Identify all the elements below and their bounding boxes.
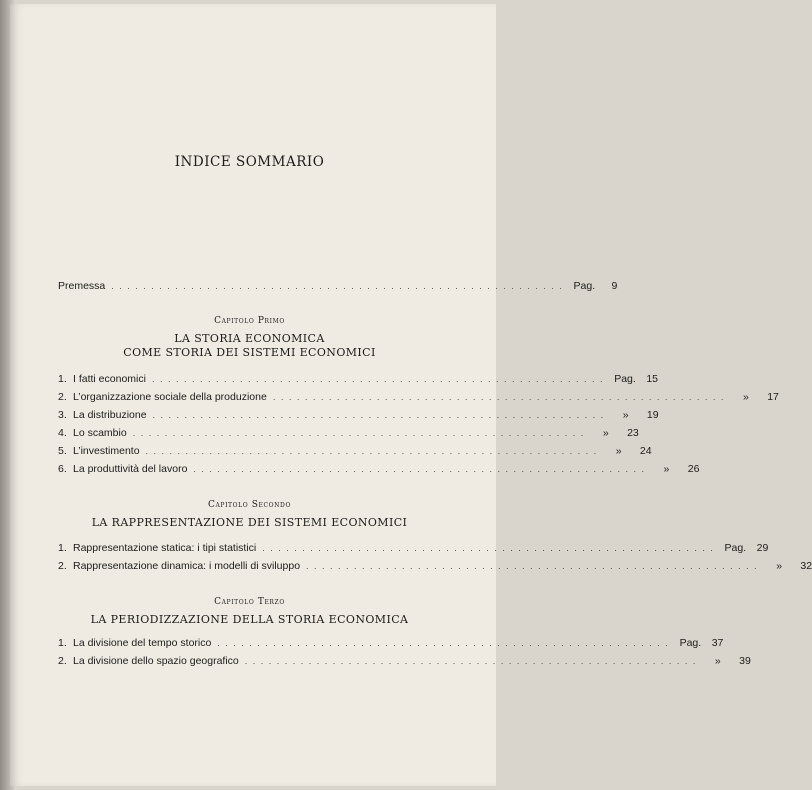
entry-number: 1. xyxy=(58,373,67,385)
toc-entry xyxy=(58,463,700,477)
toc-entry xyxy=(58,445,652,459)
entry-number: 3. xyxy=(58,409,67,421)
entry-number: 4. xyxy=(58,427,67,439)
page-number: 23 xyxy=(627,427,639,439)
toc-entry xyxy=(58,391,779,405)
page-number: 26 xyxy=(687,463,700,475)
page-prefix: Pag. xyxy=(614,373,636,385)
entry-number: 2. xyxy=(58,655,67,667)
page-prefix: » xyxy=(622,409,629,421)
dot-leader: . . . . . . . . . . . . . . . . . . . . . . . . . . . . . . . . . . . . . . . . . . . . . . . . . . . . . . . . . xyxy=(272,392,725,402)
dot-leader: . . . . . . . . . . . . . . . . . . . . . . . . . . . . . . . . . . . . . . . . . . . . . . . . . . . . . . . . . xyxy=(217,638,670,648)
dot-leader: . . . . . . . . . . . . . . . . . . . . . . . . . . . . . . . . . . . . . . . . . . . . . . . . . . . . . . . . . xyxy=(244,656,697,666)
toc-entry xyxy=(58,560,812,574)
page-prefix: » xyxy=(776,560,783,572)
page-prefix: Pag. xyxy=(724,542,747,554)
toc-entry xyxy=(58,637,724,651)
entry-text: I fatti economici xyxy=(73,373,146,385)
entry-text: La produttività del lavoro xyxy=(73,463,188,475)
page-number: 19 xyxy=(646,409,659,421)
toc-entry xyxy=(58,655,751,669)
page-number: 39 xyxy=(739,655,751,667)
page-number: 32 xyxy=(800,560,812,572)
dot-leader: . . . . . . . . . . . . . . . . . . . . . . . . . . . . . . . . . . . . . . . . . . . . . . . . . . . . . . . . . xyxy=(193,464,646,474)
entry-text: La distribuzione xyxy=(73,409,147,421)
page-number: 29 xyxy=(756,542,769,554)
toc-entry-premessa xyxy=(58,280,618,294)
page-number: 9 xyxy=(611,280,618,292)
dot-leader: . . . . . . . . . . . . . . . . . . . . . . . . . . . . . . . . . . . . . . . . . . . . . . . . . . . . . . . . . xyxy=(151,374,605,384)
toc-entry xyxy=(58,542,769,556)
entry-number: 5. xyxy=(58,445,67,457)
chapter-title: COME STORIA DEI SISTEMI ECONOMICI xyxy=(123,346,376,359)
dot-leader: . . . . . . . . . . . . . . . . . . . . . . . . . . . . . . . . . . . . . . . . . . . . . . . . . . . . . . . . . xyxy=(132,428,585,438)
entry-text: Lo scambio xyxy=(73,427,127,439)
page-prefix: » xyxy=(714,655,721,667)
entry-text: Rappresentazione dinamica: i modelli di sviluppo xyxy=(73,560,301,572)
entry-number: 2. xyxy=(58,560,67,572)
entry-text: L’organizzazione sociale della produzione xyxy=(73,391,267,403)
toc-entry xyxy=(58,427,639,441)
dot-leader: . . . . . . . . . . . . . . . . . . . . . . . . . . . . . . . . . . . . . . . . . . . . . . . . . . . . . . . . . xyxy=(262,543,715,553)
chapter-title: LA RAPPRESENTAZIONE DEI SISTEMI ECONOMICI xyxy=(91,516,408,529)
page-prefix: » xyxy=(742,391,749,403)
entry-number: 1. xyxy=(58,542,67,554)
dot-leader: . . . . . . . . . . . . . . . . . . . . . . . . . . . . . . . . . . . . . . . . . . . . . . . . . . . . . . . . . xyxy=(145,446,598,456)
dot-leader: . . . . . . . . . . . . . . . . . . . . . . . . . . . . . . . . . . . . . . . . . . . . . . . . . . . . . . . . . xyxy=(111,281,564,291)
entry-number: 1. xyxy=(58,637,67,649)
dot-leader: . . . . . . . . . . . . . . . . . . . . . . . . . . . . . . . . . . . . . . . . . . . . . . . . . . . . . . . . . xyxy=(306,561,759,571)
page-prefix: » xyxy=(615,445,622,457)
entry-text: L’investimento xyxy=(73,445,140,457)
entry-text: Premessa xyxy=(58,280,106,292)
entry-text: La divisione del tempo storico xyxy=(73,637,212,649)
page-number: 15 xyxy=(646,373,659,385)
entry-number: 6. xyxy=(58,463,67,475)
chapter-title: LA STORIA ECONOMICA xyxy=(174,332,325,345)
chapter-label: Capitolo Secondo xyxy=(208,500,291,510)
page-number: 37 xyxy=(711,637,724,649)
page-prefix: Pag. xyxy=(573,280,596,292)
chapter-label: Capitolo Primo xyxy=(214,316,285,326)
page-number: 24 xyxy=(639,445,652,457)
dot-leader: . . . . . . . . . . . . . . . . . . . . . . . . . . . . . . . . . . . . . . . . . . . . . . . . . . . . . . . . . xyxy=(152,410,605,420)
chapter-title: LA PERIODIZZAZIONE DELLA STORIA ECONOMICA xyxy=(90,613,409,626)
toc-entry xyxy=(58,373,659,387)
toc-entry xyxy=(58,409,659,423)
page-prefix: » xyxy=(602,427,609,439)
page-title: INDICE SOMMARIO xyxy=(174,154,325,170)
page-prefix: Pag. xyxy=(679,637,702,649)
entry-text: La divisione dello spazio geografico xyxy=(73,655,239,667)
entry-number: 2. xyxy=(58,391,67,403)
entry-text: Rappresentazione statica: i tipi statistici xyxy=(73,542,257,554)
page-prefix: » xyxy=(663,463,670,475)
chapter-label: Capitolo Terzo xyxy=(214,597,285,607)
page-number: 17 xyxy=(767,391,779,403)
